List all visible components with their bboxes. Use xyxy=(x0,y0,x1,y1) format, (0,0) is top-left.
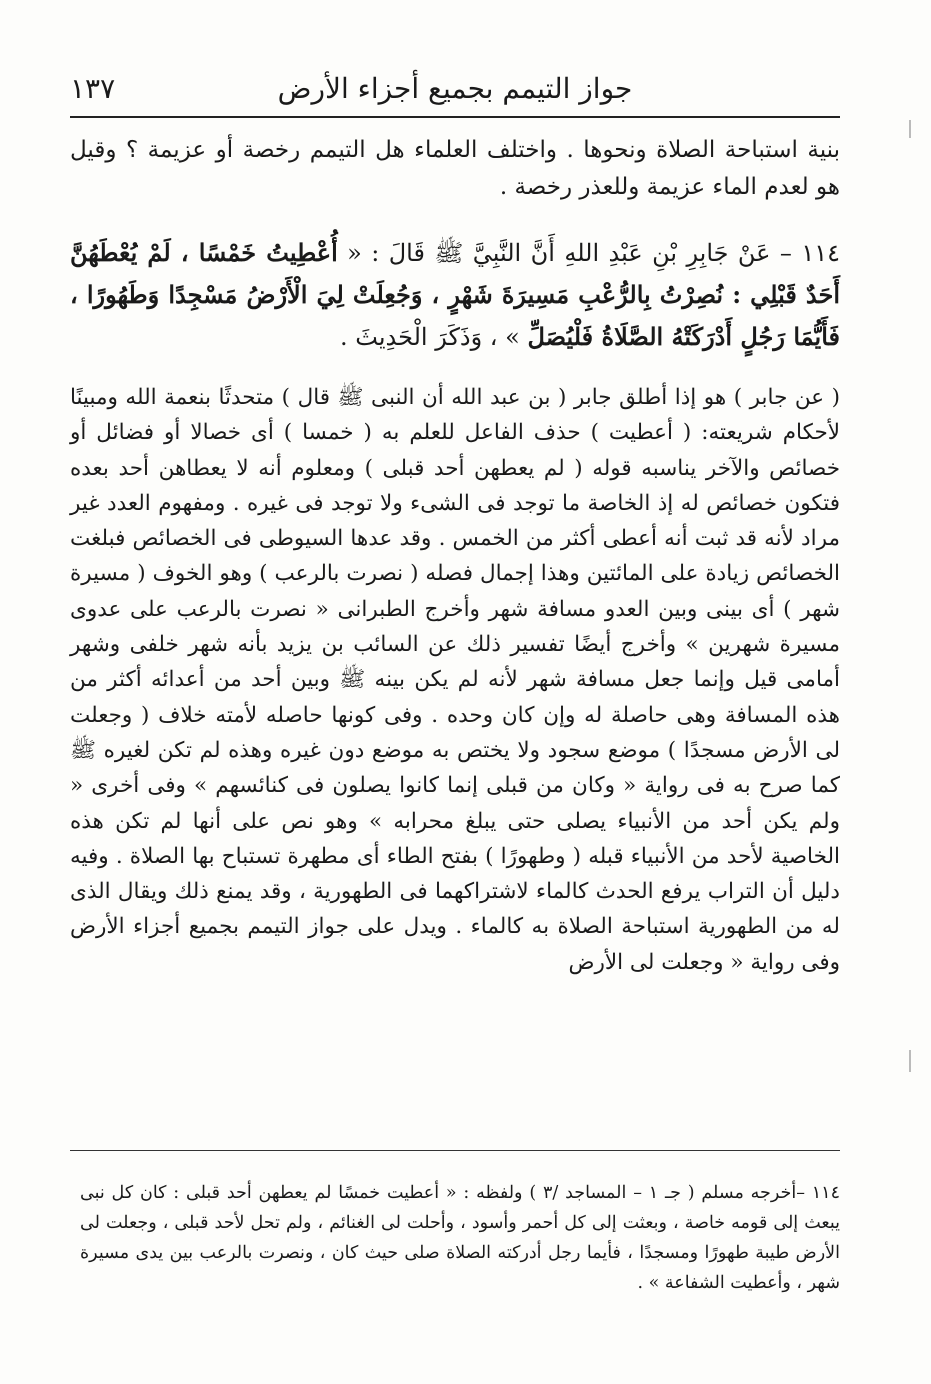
running-title: جواز التيمم بجميع أجزاء الأرض xyxy=(277,72,633,105)
margin-mark xyxy=(909,1050,911,1072)
footnote-divider xyxy=(70,1150,840,1151)
book-page xyxy=(70,60,840,980)
page-header xyxy=(70,60,840,118)
margin-mark xyxy=(909,120,911,138)
footnote: ١١٤ –أخرجه مسلم ( جـ ١ – المساجد /٣ ) ولفظه : « أعطيت خمسًا لم يعطهن أحد قبلى : كان كل نبى يبعث إلى قومه خاصة ، وبعثت إلى كل أحمر وأسود ، وأحلت لى الغنائم ، ولم تحل لأحد قبلى ، وجعلت لى الأرض طيبة طهورًا ومسجدًا ، فأيما رجل أدركته الصلاة صلى حيث كان ، ونصرت بالرعب بين يدى مسيرة شهر ، وأعطيت الشفاعة » . xyxy=(80,1183,840,1293)
page-number: ١٣٧ xyxy=(70,72,116,105)
hadith-quote: أُعْطِيتُ خَمْسًا ، لَمْ يُعْطَهُنَّ أَحَدٌ قَبْلِي : نُصِرْتُ بِالرُّعْبِ مَسِيرَةَ شَهْرٍ ، وَجُعِلَتْ لِيَ الْأَرْضُ مَسْجِدًا وَطَهُورًا ، فَأَيُّمَا رَجُلٍ أَدْرَكَتْهُ الصَّلَاةُ فَلْيُصَلِّ xyxy=(70,238,840,351)
hadith-tail: » ، وَذَكَرَ الْحَدِيثَ . xyxy=(340,323,520,351)
commentary-paragraph: ( عن جابر ) هو إذا أطلق جابر ( بن عبد الله أن النبى ﷺ قال ) متحدثًا بنعمة الله ومبينًا لأحكام شريعته: ( أعطيت ) حذف الفاعل للعلم به ( خمسا ) أى خصالا أو فضائل أو خصائص والآخر يناسبه قوله ( لم يعطهن أحد قبلى ) ومعلوم أنه لا يعطاهن أحد بعده فتكون خصائص له إذ الخاصة ما توجد فى الشىء ولا توجد فى غيره . ومفهوم العدد غير مراد لأنه قد ثبت أنه أعطى أكثر من الخمس . وقد عدها السيوطى فى الخصائص فبلغت الخصائص زيادة على المائتين وهذا إجمال فصله ( نصرت بالرعب ) وهو الخوف ( مسيرة شهر ) أى بينى وبين العدو مسافة شهر وأخرج الطبرانى « نصرت بالرعب على عدوى مسيرة شهرين » وأخرج أيضًا تفسير ذلك عن السائب بن يزيد بأنه شهر خلفى وشهر أمامى قيل وإنما جعل مسافة شهر لأنه لم يكن بينه ﷺ وبين أحد من أعدائه أكثر من هذه المسافة وهى حاصلة له وإن كان وحده . وفى كونها حاصله لأمته خلاف ( وجعلت لى الأرض مسجدًا ) موضع سجود ولا يختص به موضع دون غيره وهذه لم تكن لغيره ﷺ كما صرح به فى رواية « وكان من قبلى إنما كانوا يصلون فى كنائسهم » وفى أخرى « ولم يكن أحد من الأنبياء يصلى حتى يبلغ محرابه » وهو نص على أنها لم تكن هذه الخاصية لأحد من الأنبياء قبله ( وطهورًا ) بفتح الطاء أى مطهرة تستباح بها الصلاة . وفيه دليل أن التراب يرفع الحدث كالماء لاشتراكهما فى الطهورية ، وقد يمنع ذلك ويقال الذى له من الطهورية استباحة الصلاة به كالماء . ويدل على جواز التيمم بجميع أجزاء الأرض وفى رواية « وجعلت لى الأرض xyxy=(70,385,840,975)
intro-paragraph: بنية استباحة الصلاة ونحوها . واختلف العلماء هل التيمم رخصة أو عزيمة ؟ وقيل هو لعدم الماء عزيمة وللعذر رخصة . xyxy=(70,137,840,200)
hadith-paragraph xyxy=(70,232,840,358)
hadith-lead: ١١٤ – عَنْ جَابِرِ بْنِ عَبْدِ اللهِ أَنَّ النَّبِيَّ ﷺ قَالَ : « xyxy=(347,239,840,267)
